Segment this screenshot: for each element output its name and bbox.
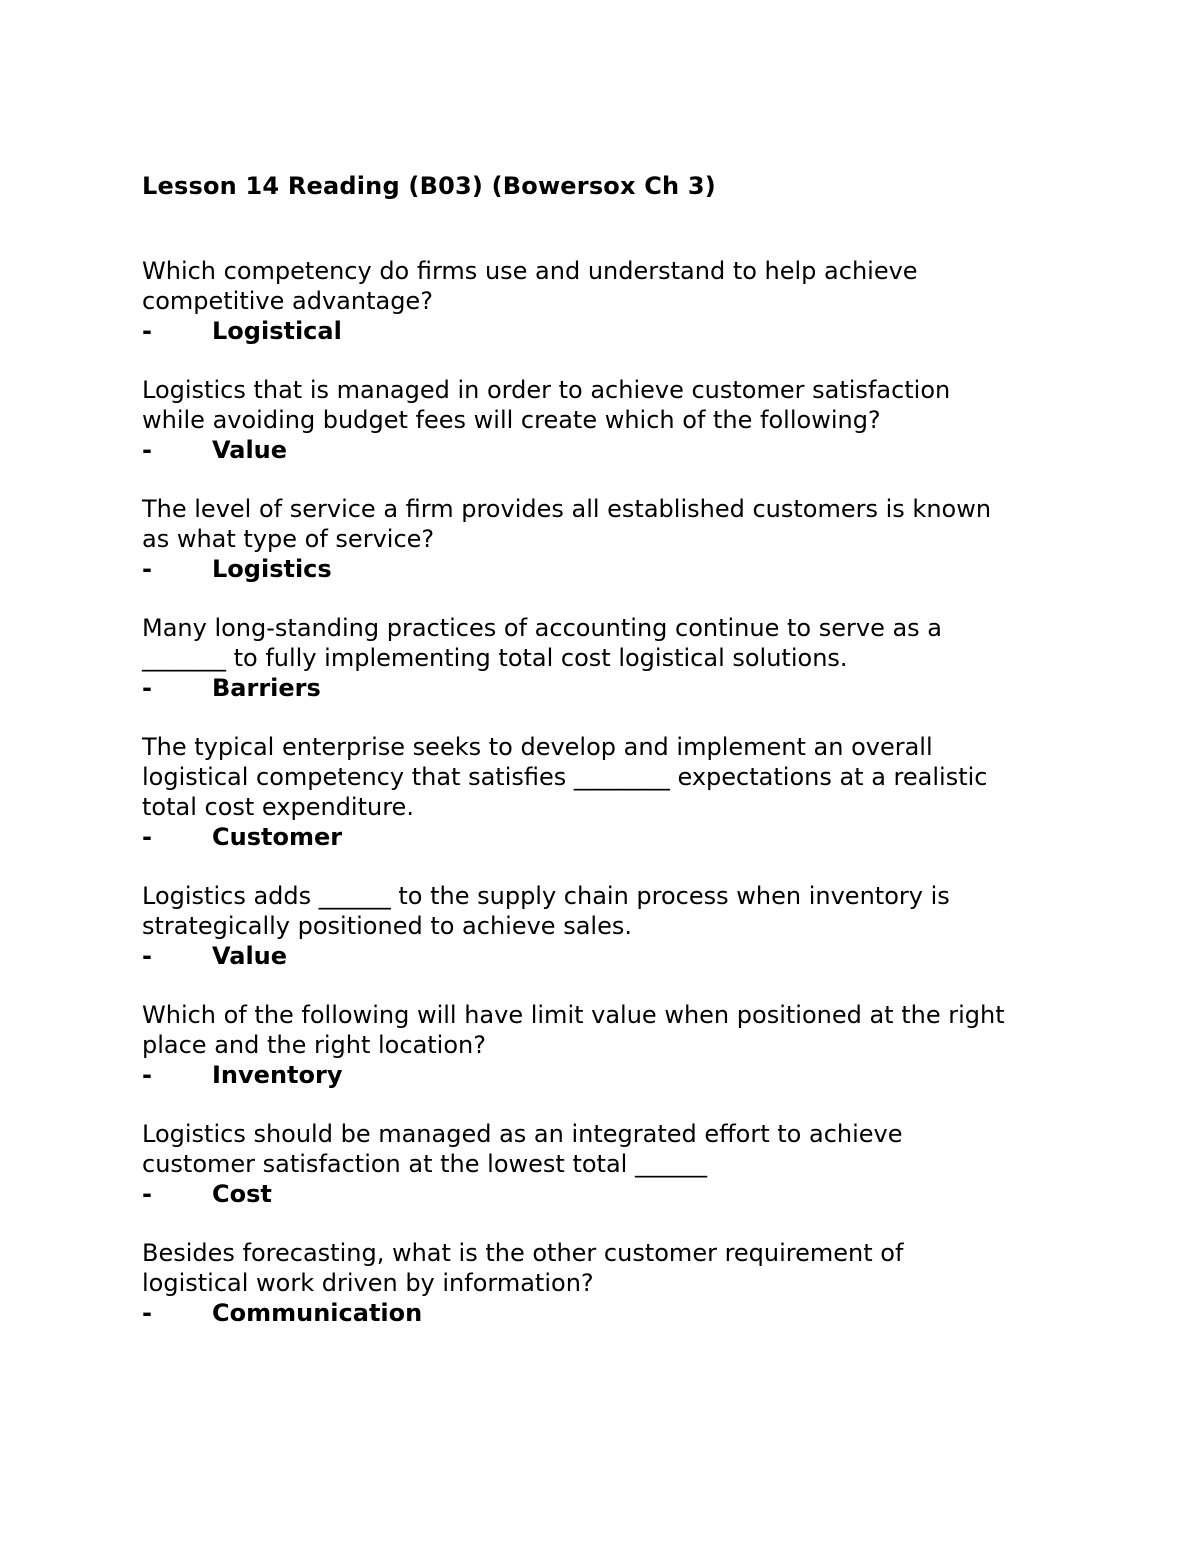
qa-item-6 [142, 881, 1102, 971]
answer-line [142, 941, 1102, 971]
answer-text: Logistical [212, 317, 342, 345]
answer-line [142, 1060, 1102, 1090]
qa-item-9 [142, 1238, 1102, 1328]
qa-item-3 [142, 494, 1102, 584]
answer-text: Value [212, 942, 288, 970]
qa-item-7 [142, 1000, 1102, 1090]
bullet-dash: - [142, 1061, 152, 1089]
answer-line [142, 435, 1102, 465]
answer-line [142, 673, 1102, 703]
document-page [142, 168, 1102, 1357]
question-text: Which competency do firms use and understand to help achieve competitive advantage? [142, 257, 918, 315]
answer-text: Value [212, 436, 288, 464]
question-text: Which of the following will have limit value when positioned at the right place and the right location? [142, 1001, 1005, 1059]
question-text: Besides forecasting, what is the other customer requirement of logistical work driven by information? [142, 1239, 904, 1297]
bullet-dash: - [142, 1299, 152, 1327]
qa-item-8 [142, 1119, 1102, 1209]
qa-item-4 [142, 613, 1102, 703]
answer-line [142, 1179, 1102, 1209]
answer-text: Logistics [212, 555, 332, 583]
question-list [142, 256, 1102, 1328]
bullet-dash: - [142, 942, 152, 970]
bullet-dash: - [142, 555, 152, 583]
question-text: Logistics that is managed in order to achieve customer satisfaction while avoiding budget fees will create which of the following? [142, 376, 951, 434]
answer-line [142, 1298, 1102, 1328]
bullet-dash: - [142, 1180, 152, 1208]
answer-text: Communication [212, 1299, 423, 1327]
answer-text: Customer [212, 823, 343, 851]
bullet-dash: - [142, 317, 152, 345]
question-text: The level of service a firm provides all established customers is known as what type of service? [142, 495, 992, 553]
answer-text: Cost [212, 1180, 272, 1208]
question-text: Logistics should be managed as an integrated effort to achieve customer satisfaction at the lowest total ______ [142, 1120, 903, 1178]
document-title: Lesson 14 Reading (B03) (Bowersox Ch 3) [142, 172, 716, 200]
answer-line [142, 554, 1102, 584]
bullet-dash: - [142, 436, 152, 464]
question-text: Logistics adds ______ to the supply chain process when inventory is strategically positioned to achieve sales. [142, 882, 950, 940]
answer-line [142, 822, 1102, 852]
answer-line [142, 316, 1102, 346]
bullet-dash: - [142, 823, 152, 851]
answer-text: Barriers [212, 674, 321, 702]
qa-item-1 [142, 256, 1102, 346]
qa-item-2 [142, 375, 1102, 465]
bullet-dash: - [142, 674, 152, 702]
qa-item-5 [142, 732, 1102, 852]
question-text: The typical enterprise seeks to develop and implement an overall logistical competency that satisfies ________ expectations at a realistic total cost expenditure. [142, 733, 988, 821]
question-text: Many long-standing practices of accounting continue to serve as a _______ to fully implementing total cost logistical solutions. [142, 614, 943, 672]
answer-text: Inventory [212, 1061, 343, 1089]
